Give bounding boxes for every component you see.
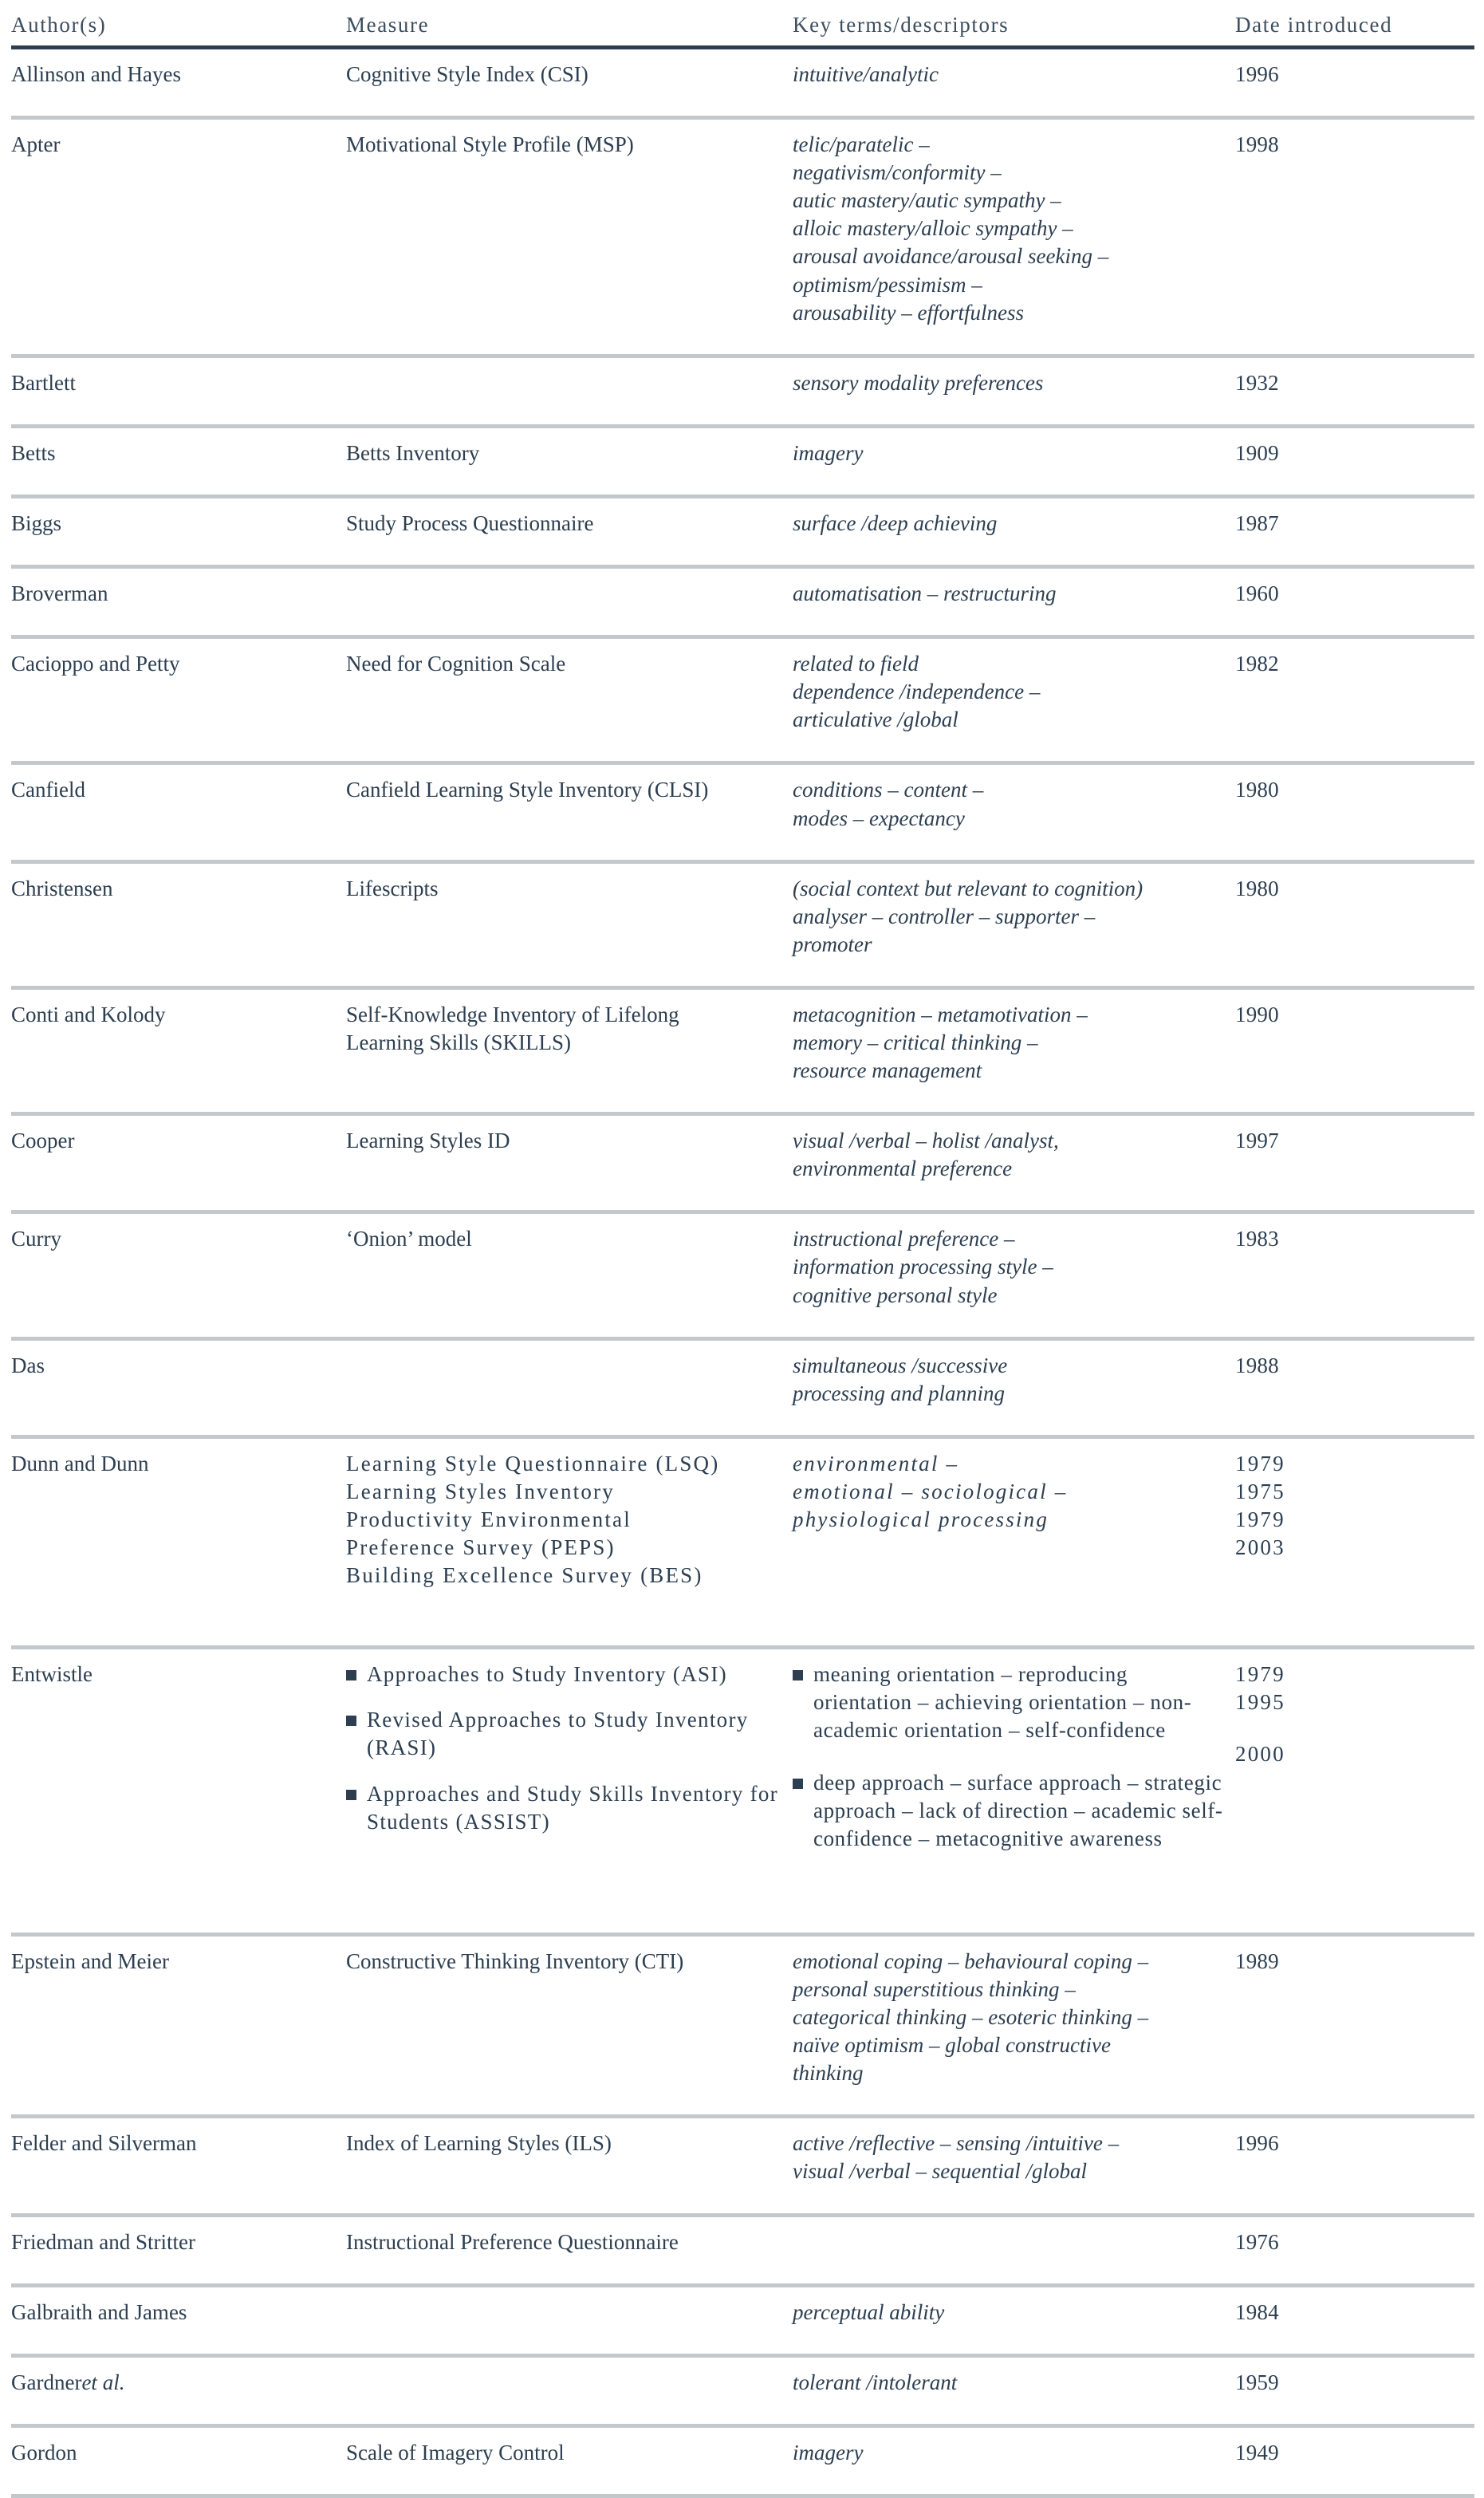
author-et-al: et al. [81, 2370, 125, 2394]
cell-line: 1983 [1235, 1227, 1279, 1251]
cell-measure [346, 356, 793, 426]
cell-author: Cacioppo and Petty [11, 637, 346, 763]
cell-date [1235, 48, 1474, 118]
bullet-item: meaning orientation – reproducing orientation – achieving orientation – non-academic orientation – self-confidence [793, 1661, 1224, 1744]
cell-date [1235, 118, 1474, 357]
cell-line: 1979 [1235, 1662, 1285, 1687]
cell-author: Curry [11, 1212, 346, 1338]
cell-key-terms [793, 496, 1235, 566]
cell-author: Bartlett [11, 356, 346, 426]
bullet-item: Approaches to Study Inventory (ASI) [346, 1661, 781, 1688]
cell-measure [346, 1338, 793, 1436]
cell-line: 1932 [1235, 370, 1279, 395]
cell-key-terms [793, 763, 1235, 861]
table-header [11, 0, 1474, 48]
cell-date [1235, 567, 1474, 637]
cell-line: Constructive Thinking Inventory (CTI) [346, 1948, 684, 1973]
cell-date [1235, 637, 1474, 763]
cell-key-terms [793, 426, 1235, 496]
cell-key-terms [793, 2117, 1235, 2215]
table-row [11, 356, 1474, 426]
cell-line: related to field [793, 652, 919, 676]
table-row [11, 1114, 1474, 1212]
cell-measure [346, 1934, 793, 2116]
cell-date [1235, 2425, 1474, 2496]
cell-line: imagery [793, 440, 864, 465]
cell-measure [346, 426, 793, 496]
cell-line: instructional preference – [793, 1227, 1015, 1251]
cell-key-terms [793, 2355, 1235, 2425]
table-row [11, 861, 1474, 987]
bullet-list [346, 1661, 781, 1835]
table-row [11, 2285, 1474, 2355]
cell-line: metacognition – metamotivation – [793, 1002, 1088, 1026]
table-row [11, 1648, 1474, 1935]
cell-key-terms [793, 2215, 1235, 2285]
cell-measure [346, 2425, 793, 2496]
cell-line: 1995 [1235, 1690, 1285, 1715]
cell-author: Canfield [11, 763, 346, 861]
cell-key-terms [793, 356, 1235, 426]
cell-line: personal superstitious thinking – [793, 1976, 1076, 2001]
cell-line: negativism/conformity – [793, 160, 1002, 185]
cell-line: Learning Styles ID [346, 1129, 510, 1153]
cell-line: resource management [793, 1058, 982, 1083]
cell-line: Building Excellence Survey (BES) [346, 1563, 703, 1588]
cell-line: telic/paratelic – [793, 132, 930, 157]
cell-line: arousal avoidance/arousal seeking – [793, 244, 1109, 269]
cell-date [1235, 426, 1474, 496]
cell-measure [346, 2117, 793, 2215]
cell-date [1235, 2215, 1474, 2285]
date-stack [1235, 1661, 1463, 1768]
cell-key-terms [793, 1114, 1235, 1212]
table-row [11, 48, 1474, 118]
date-group [1235, 1740, 1463, 1768]
cell-date [1235, 1436, 1474, 1647]
cell-measure [346, 1212, 793, 1338]
table-body [11, 48, 1474, 2496]
cell-line: 1989 [1235, 1948, 1279, 1973]
cell-line: visual /verbal – sequential /global [793, 2159, 1087, 2184]
cell-date [1235, 987, 1474, 1113]
cell-line: categorical thinking – esoteric thinking – [793, 2005, 1149, 2030]
cell-line: Motivational Style Profile (MSP) [346, 132, 634, 157]
cell-line: intuitive/analytic [793, 62, 939, 86]
cell-line: 1997 [1235, 1129, 1279, 1153]
cell-line: naïve optimism – global constructive [793, 2033, 1111, 2058]
cell-line: promoter [793, 932, 872, 956]
cell-line: 1996 [1235, 62, 1279, 86]
table-row [11, 1212, 1474, 1338]
cell-author: Friedman and Stritter [11, 2215, 346, 2285]
cell-author: Felder and Silverman [11, 2117, 346, 2215]
cell-line: 1987 [1235, 510, 1279, 535]
bullet-item: Revised Approaches to Study Inventory (RASI) [346, 1706, 781, 1762]
table-row [11, 2425, 1474, 2496]
cell-line: optimism/pessimism – [793, 272, 982, 297]
cell-key-terms [793, 567, 1235, 637]
table-row [11, 496, 1474, 566]
cell-line: Preference Survey (PEPS) [346, 1535, 616, 1560]
table-row [11, 2215, 1474, 2285]
table-row [11, 426, 1474, 496]
cell-line: cognitive personal style [793, 1282, 998, 1307]
cell-author: Gardneret al. [11, 2355, 346, 2425]
cell-measure [346, 1114, 793, 1212]
cell-key-terms [793, 1338, 1235, 1436]
cell-line: environmental – [793, 1451, 959, 1476]
cell-line: 1980 [1235, 876, 1279, 900]
cell-line: emotional coping – behavioural coping – [793, 1948, 1149, 1973]
cell-line: Learning Styles Inventory [346, 1479, 615, 1503]
cell-measure [346, 118, 793, 357]
cell-date [1235, 1114, 1474, 1212]
cell-date [1235, 2355, 1474, 2425]
cell-author: Broverman [11, 567, 346, 637]
bullet-item: deep approach – surface approach – strategic approach – lack of direction – academic self-confidence – metacognitive awareness [793, 1769, 1224, 1853]
cell-key-terms [793, 2425, 1235, 2496]
cell-line: alloic mastery/alloic sympathy – [793, 216, 1073, 241]
cell-line: perceptual ability [793, 2299, 945, 2324]
table-row [11, 1436, 1474, 1647]
cell-measure [346, 637, 793, 763]
cell-key-terms [793, 118, 1235, 357]
cell-key-terms [793, 1648, 1235, 1935]
cell-line: active /reflective – sensing /intuitive – [793, 2131, 1120, 2156]
cell-author: Dunn and Dunn [11, 1436, 346, 1647]
cell-line: environmental preference [793, 1156, 1013, 1181]
cell-line: Cognitive Style Index (CSI) [346, 62, 588, 86]
cell-line: imagery [793, 2440, 864, 2465]
cell-line: tolerant /intolerant [793, 2370, 958, 2394]
table-row [11, 763, 1474, 861]
cell-author: Biggs [11, 496, 346, 566]
cell-line: Index of Learning Styles (ILS) [346, 2131, 612, 2156]
cell-line: ‘Onion’ model [346, 1227, 472, 1251]
cell-line: 1980 [1235, 778, 1279, 802]
bullet-list [793, 1661, 1224, 1853]
table-row [11, 2117, 1474, 2215]
cell-line: processing and planning [793, 1381, 1005, 1405]
cell-line: articulative /global [793, 707, 958, 732]
cell-author: Gordon [11, 2425, 346, 2496]
table-row [11, 1934, 1474, 2116]
cell-line: dependence /independence – [793, 680, 1041, 704]
cell-author: Conti and Kolody [11, 987, 346, 1113]
cell-line: autic mastery/autic sympathy – [793, 188, 1061, 213]
cell-date [1235, 2285, 1474, 2355]
cell-date [1235, 1934, 1474, 2116]
cell-line: memory – critical thinking – [793, 1030, 1038, 1054]
cell-line: thinking [793, 2061, 864, 2086]
cell-line: 1979 [1235, 1451, 1285, 1476]
cell-line: arousability – effortfulness [793, 300, 1024, 325]
cell-measure [346, 2355, 793, 2425]
cell-date [1235, 356, 1474, 426]
cell-line: 1960 [1235, 581, 1279, 606]
cell-line: Learning Skills (SKILLS) [346, 1030, 571, 1054]
cell-date [1235, 763, 1474, 861]
cell-date [1235, 1648, 1474, 1935]
table-row [11, 567, 1474, 637]
learning-styles-table [11, 0, 1474, 2498]
table-row [11, 1338, 1474, 1436]
column-header-author: Author(s) [11, 0, 346, 48]
cell-line: 1975 [1235, 1479, 1285, 1503]
column-header-measure: Measure [346, 0, 793, 48]
cell-key-terms [793, 1934, 1235, 2116]
cell-line: 1996 [1235, 2131, 1279, 2156]
cell-line: Instructional Preference Questionnaire [346, 2229, 679, 2254]
cell-author: Cooper [11, 1114, 346, 1212]
cell-key-terms [793, 1212, 1235, 1338]
cell-line: 2003 [1235, 1535, 1285, 1560]
cell-measure [346, 763, 793, 861]
cell-line: surface /deep achieving [793, 510, 998, 535]
cell-line: 1982 [1235, 652, 1279, 676]
cell-date [1235, 861, 1474, 987]
cell-line: analyser – controller – supporter – [793, 904, 1096, 928]
cell-line: emotional – sociological – [793, 1479, 1068, 1503]
cell-line: Self-Knowledge Inventory of Lifelong [346, 1002, 679, 1026]
cell-key-terms [793, 1436, 1235, 1647]
cell-line: automatisation – restructuring [793, 581, 1057, 606]
cell-author: Christensen [11, 861, 346, 987]
cell-line: visual /verbal – holist /analyst, [793, 1129, 1059, 1153]
cell-date [1235, 2117, 1474, 2215]
cell-line: modes – expectancy [793, 806, 965, 830]
cell-line: (social context but relevant to cognition) [793, 876, 1144, 900]
cell-measure [346, 2215, 793, 2285]
cell-line: 1998 [1235, 132, 1279, 157]
column-header-terms: Key terms/descriptors [793, 0, 1235, 48]
cell-author: Entwistle [11, 1648, 346, 1935]
cell-line: Need for Cognition Scale [346, 652, 566, 676]
cell-line: Study Process Questionnaire [346, 510, 594, 535]
cell-author: Epstein and Meier [11, 1934, 346, 2116]
column-header-date: Date introduced [1235, 0, 1474, 48]
cell-line: 1949 [1235, 2440, 1279, 2465]
cell-measure [346, 987, 793, 1113]
cell-line: simultaneous /successive [793, 1353, 1008, 1377]
table-row [11, 118, 1474, 357]
cell-measure [346, 496, 793, 566]
cell-line: Scale of Imagery Control [346, 2440, 565, 2465]
cell-line: 1976 [1235, 2229, 1279, 2254]
cell-line: 1984 [1235, 2299, 1279, 2324]
cell-measure [346, 1436, 793, 1647]
cell-line: Lifescripts [346, 876, 439, 900]
cell-line: Canfield Learning Style Inventory (CLSI) [346, 778, 709, 802]
cell-line: 1988 [1235, 1353, 1279, 1377]
cell-measure [346, 48, 793, 118]
cell-key-terms [793, 2285, 1235, 2355]
header-row [11, 0, 1474, 48]
cell-date [1235, 1338, 1474, 1436]
cell-author: Apter [11, 118, 346, 357]
cell-author: Allinson and Hayes [11, 48, 346, 118]
cell-line: physiological processing [793, 1507, 1049, 1531]
cell-line: 1909 [1235, 440, 1279, 465]
cell-measure [346, 1648, 793, 1935]
cell-line: Betts Inventory [346, 440, 480, 465]
cell-line: conditions – content – [793, 778, 984, 802]
cell-line: Productivity Environmental [346, 1507, 632, 1531]
cell-key-terms [793, 637, 1235, 763]
cell-key-terms [793, 48, 1235, 118]
cell-key-terms [793, 987, 1235, 1113]
date-group [1235, 1661, 1463, 1716]
cell-line: information processing style – [793, 1255, 1053, 1279]
cell-line: 1979 [1235, 1507, 1285, 1531]
cell-line: 1959 [1235, 2370, 1279, 2394]
cell-date [1235, 1212, 1474, 1338]
cell-line: 2000 [1235, 1742, 1285, 1767]
cell-key-terms [793, 861, 1235, 987]
cell-measure [346, 2285, 793, 2355]
cell-line: Learning Style Questionnaire (LSQ) [346, 1451, 720, 1476]
cell-measure [346, 567, 793, 637]
bullet-item: Approaches and Study Skills Inventory for Students (ASSIST) [346, 1780, 781, 1836]
cell-author: Das [11, 1338, 346, 1436]
cell-line: sensory modality preferences [793, 370, 1044, 395]
cell-author: Galbraith and James [11, 2285, 346, 2355]
table-row [11, 2355, 1474, 2425]
cell-measure [346, 861, 793, 987]
table-row [11, 637, 1474, 763]
cell-line: 1990 [1235, 1002, 1279, 1026]
cell-author: Betts [11, 426, 346, 496]
cell-date [1235, 496, 1474, 566]
table-row [11, 987, 1474, 1113]
